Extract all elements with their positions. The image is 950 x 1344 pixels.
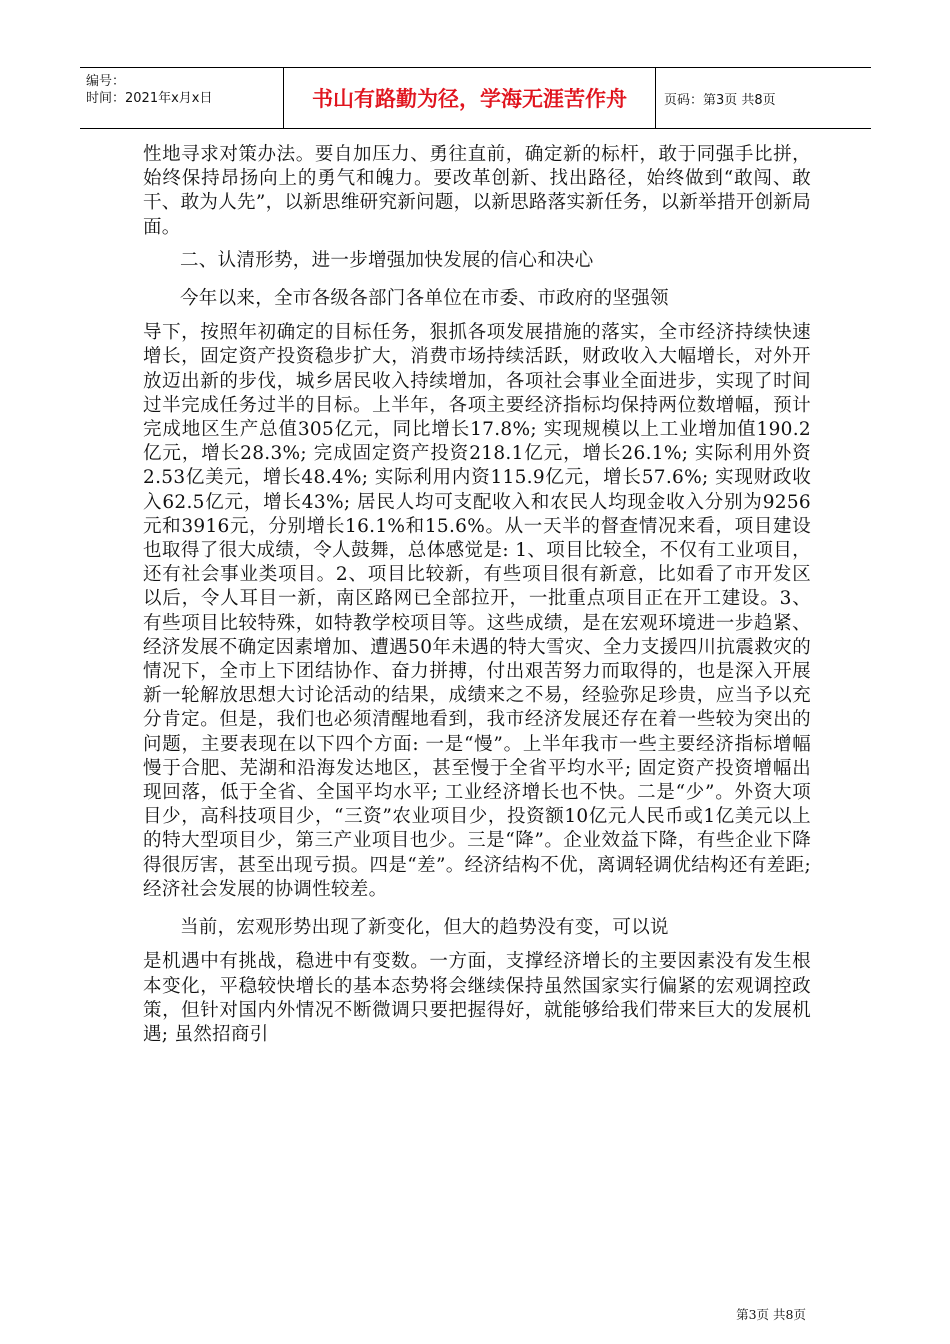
document-body xyxy=(143,143,811,1047)
paragraph-first-line: 当前，宏观形势出现了新变化，但大的趋势没有变，可以说 xyxy=(180,917,669,939)
section-heading: 二、认清形势，进一步增强加快发展的信心和决心 xyxy=(180,249,594,271)
page-footer: 第3页 共8页 xyxy=(736,1307,806,1322)
header-page-number: 页码：第3页 共8页 xyxy=(664,92,776,108)
header-motto: 书山有路勤为径，学海无涯苦作舟 xyxy=(284,68,656,128)
paragraph-first-line: 今年以来，全市各级各部门各单位在市委、市政府的坚强领 xyxy=(180,288,669,310)
document-number-label: 编号： xyxy=(86,74,126,89)
paragraph-continued: 性地寻求对策办法。要自加压力、勇往直前，确定新的标杆，敢于同强手比拼，始终保持昂扬向上的勇气和魄力。要改革创新、找出路径，始终做到“敢闯、敢干、敢为人先”，以新思维研究新问题，以新思路落实新任务，以新举措开创新局面。 xyxy=(143,144,811,238)
document-time-label: 时间：2021年x月x日 xyxy=(86,91,213,106)
page-header xyxy=(80,67,871,129)
header-meta xyxy=(80,68,284,128)
paragraph-situation xyxy=(143,287,811,902)
paragraph-outlook xyxy=(143,916,811,1047)
paragraph-body: 是机遇中有挑战，稳进中有变数。一方面，支撑经济增长的主要因素没有发生根本变化，平稳较快增长的基本态势将会继续保持虽然国家实行偏紧的宏观调控政策，但针对国内外情况不断微调只要把握得好，就能够给我们带来巨大的发展机遇; 虽然招商引 xyxy=(143,951,811,1045)
paragraph-body: 导下，按照年初确定的目标任务，狠抓各项发展措施的落实，全市经济持续快速增长，固定资产投资稳步扩大，消费市场持续活跃，财政收入大幅增长，对外开放迈出新的步伐，城乡居民收入持续增加，各项社会事业全面进步，实现了时间过半完成任务过半的目标。上半年，各项主要经济指标均保持两位数增幅，预计完成地区生产总值305亿元，同比增长17.8%; 实现规模以上工业增加值190.2亿元，增长28.3%; 完成固定资产投资218.1亿元，增长26.1%; 实际利用外资2.53亿美元，增长48.4%; 实际利用内资115.9亿元，增长57.6%; 实现财政收入62.5亿元，增长43%; 居民人均可支配收入和农民人均现金收入分别为9256元和3916元，分别增长16.1%和15.6%。从一天半的督查情况来看，项目建设也取得了很大成绩，令人鼓舞，总体感觉是: 1、项目比较全，不仅有工业项目，还有社会事业类项目。2、项目比较新，有些项目很有新意，比如看了市开发区以后，令人耳目一新，南区路网已全部拉开，一批重点项目正在开工建设。3、有些项目比较特殊，如特教学校项目等。这些成绩，是在宏观环境进一步趋紧、经济发展不确定因素增加、遭遇50年未遇的特大雪灾、全力支援四川抗震救灾的情况下，全市上下团结协作、奋力拼搏，付出艰苦努力而取得的，也是深入开展新一轮解放思想大讨论活动的结果，成绩来之不易，经验弥足珍贵，应当予以充分肯定。但是，我们也必须清醒地看到，我市经济发展还存在着一些较为突出的问题，主要表现在以下四个方面: 一是“慢”。上半年我市一些主要经济指标增幅慢于合肥、芜湖和沿海发达地区，甚至慢于全省平均水平; 固定资产投资增幅出现回落，低于全省、全国平均水平; 工业经济增长也不快。二是“少”。外资大项目少，高科技项目少，“三资”农业项目少，投资额10亿元人民币或1亿美元以上的特大型项目少，第三产业项目也少。三是“降”。企业效益下降，有些企业下降得很厉害，甚至出现亏损。四是“差”。经济结构不优，离调轻调优结构还有差距; 经济社会发展的协调性较差。 xyxy=(143,322,811,900)
